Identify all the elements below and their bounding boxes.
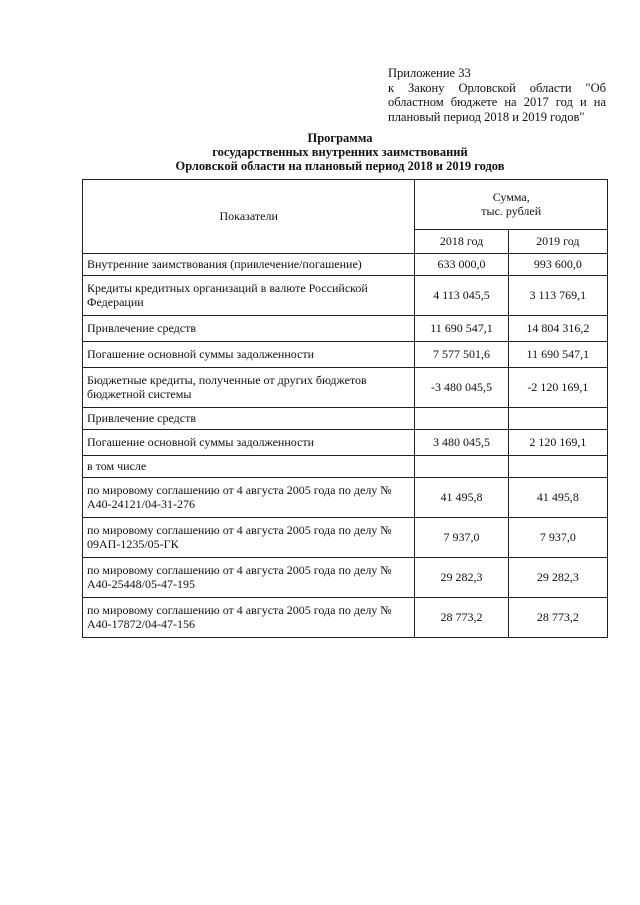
appendix-law-line: областном бюджете на 2017 год и на bbox=[388, 95, 606, 109]
value-2019: 2 120 169,1 bbox=[508, 430, 607, 456]
row-label: Внутренние заимствования (привлечение/погашение) bbox=[83, 254, 415, 276]
table-row bbox=[83, 316, 608, 342]
row-label: Погашение основной суммы задолженности bbox=[83, 342, 415, 368]
value-2019: 29 282,3 bbox=[508, 558, 607, 598]
row-label: по мировому соглашению от 4 августа 2005 года по делу № А40-24121/04-31-276 bbox=[83, 478, 415, 518]
document-title bbox=[140, 131, 540, 173]
value-2018: 29 282,3 bbox=[415, 558, 508, 598]
title-line: Орловской области на плановый период 2018 и 2019 годов bbox=[175, 159, 505, 173]
value-2018: 7 577 501,6 bbox=[415, 342, 508, 368]
row-label: по мировому соглашению от 4 августа 2005 года по делу № 09АП-1235/05-ГК bbox=[83, 518, 415, 558]
value-2018: 28 773,2 bbox=[415, 598, 508, 638]
table-row bbox=[83, 368, 608, 408]
value-2019: 993 600,0 bbox=[508, 254, 607, 276]
table-row bbox=[83, 558, 608, 598]
row-label: Погашение основной суммы задолженности bbox=[83, 430, 415, 456]
row-label: в том числе bbox=[83, 456, 415, 478]
table-row bbox=[83, 598, 608, 638]
value-2019 bbox=[508, 408, 607, 430]
appendix-law-line: плановый период 2018 и 2019 годов" bbox=[388, 109, 585, 124]
table-row bbox=[83, 518, 608, 558]
value-2018 bbox=[415, 408, 508, 430]
value-2019: 28 773,2 bbox=[508, 598, 607, 638]
row-label: по мировому соглашению от 4 августа 2005 года по делу № А40-25448/05-47-195 bbox=[83, 558, 415, 598]
row-label: Привлечение средств bbox=[83, 316, 415, 342]
table-body bbox=[83, 254, 608, 638]
value-2019: 11 690 547,1 bbox=[508, 342, 607, 368]
table-row bbox=[83, 430, 608, 456]
appendix-law-line: к Закону Орловской области "Об bbox=[388, 80, 606, 95]
table-row bbox=[83, 408, 608, 430]
row-label: Бюджетные кредиты, полученные от других бюджетов бюджетной системы bbox=[83, 368, 415, 408]
table-row bbox=[83, 276, 608, 316]
value-2018: 7 937,0 bbox=[415, 518, 508, 558]
borrowing-program-table bbox=[82, 179, 608, 638]
value-2019: -2 120 169,1 bbox=[508, 368, 607, 408]
title-line: Программа bbox=[307, 131, 373, 145]
row-label: Кредиты кредитных организаций в валюте Российской Федерации bbox=[83, 276, 415, 316]
value-2018 bbox=[415, 456, 508, 478]
value-2018: 4 113 045,5 bbox=[415, 276, 508, 316]
table-row bbox=[83, 342, 608, 368]
sum-header-line: Сумма, bbox=[492, 190, 530, 204]
value-2018: -3 480 045,5 bbox=[415, 368, 508, 408]
value-2019: 14 804 316,2 bbox=[508, 316, 607, 342]
value-2019: 3 113 769,1 bbox=[508, 276, 607, 316]
year-2018-header: 2018 год bbox=[415, 230, 508, 254]
value-2018: 633 000,0 bbox=[415, 254, 508, 276]
table-row bbox=[83, 456, 608, 478]
value-2018: 3 480 045,5 bbox=[415, 430, 508, 456]
value-2019: 41 495,8 bbox=[508, 478, 607, 518]
sum-header bbox=[415, 180, 608, 230]
appendix-number: Приложение 33 bbox=[388, 66, 471, 80]
title-line: государственных внутренних заимствований bbox=[212, 145, 468, 159]
value-2019 bbox=[508, 456, 607, 478]
year-2019-header: 2019 год bbox=[508, 230, 607, 254]
value-2018: 41 495,8 bbox=[415, 478, 508, 518]
row-label: Привлечение средств bbox=[83, 408, 415, 430]
appendix-note bbox=[388, 66, 606, 124]
sum-header-unit: тыс. рублей bbox=[481, 203, 542, 218]
table-row bbox=[83, 478, 608, 518]
indicator-header: Показатели bbox=[83, 180, 415, 254]
value-2018: 11 690 547,1 bbox=[415, 316, 508, 342]
row-label: по мировому соглашению от 4 августа 2005 года по делу № А40-17872/04-47-156 bbox=[83, 598, 415, 638]
table-row bbox=[83, 254, 608, 276]
value-2019: 7 937,0 bbox=[508, 518, 607, 558]
